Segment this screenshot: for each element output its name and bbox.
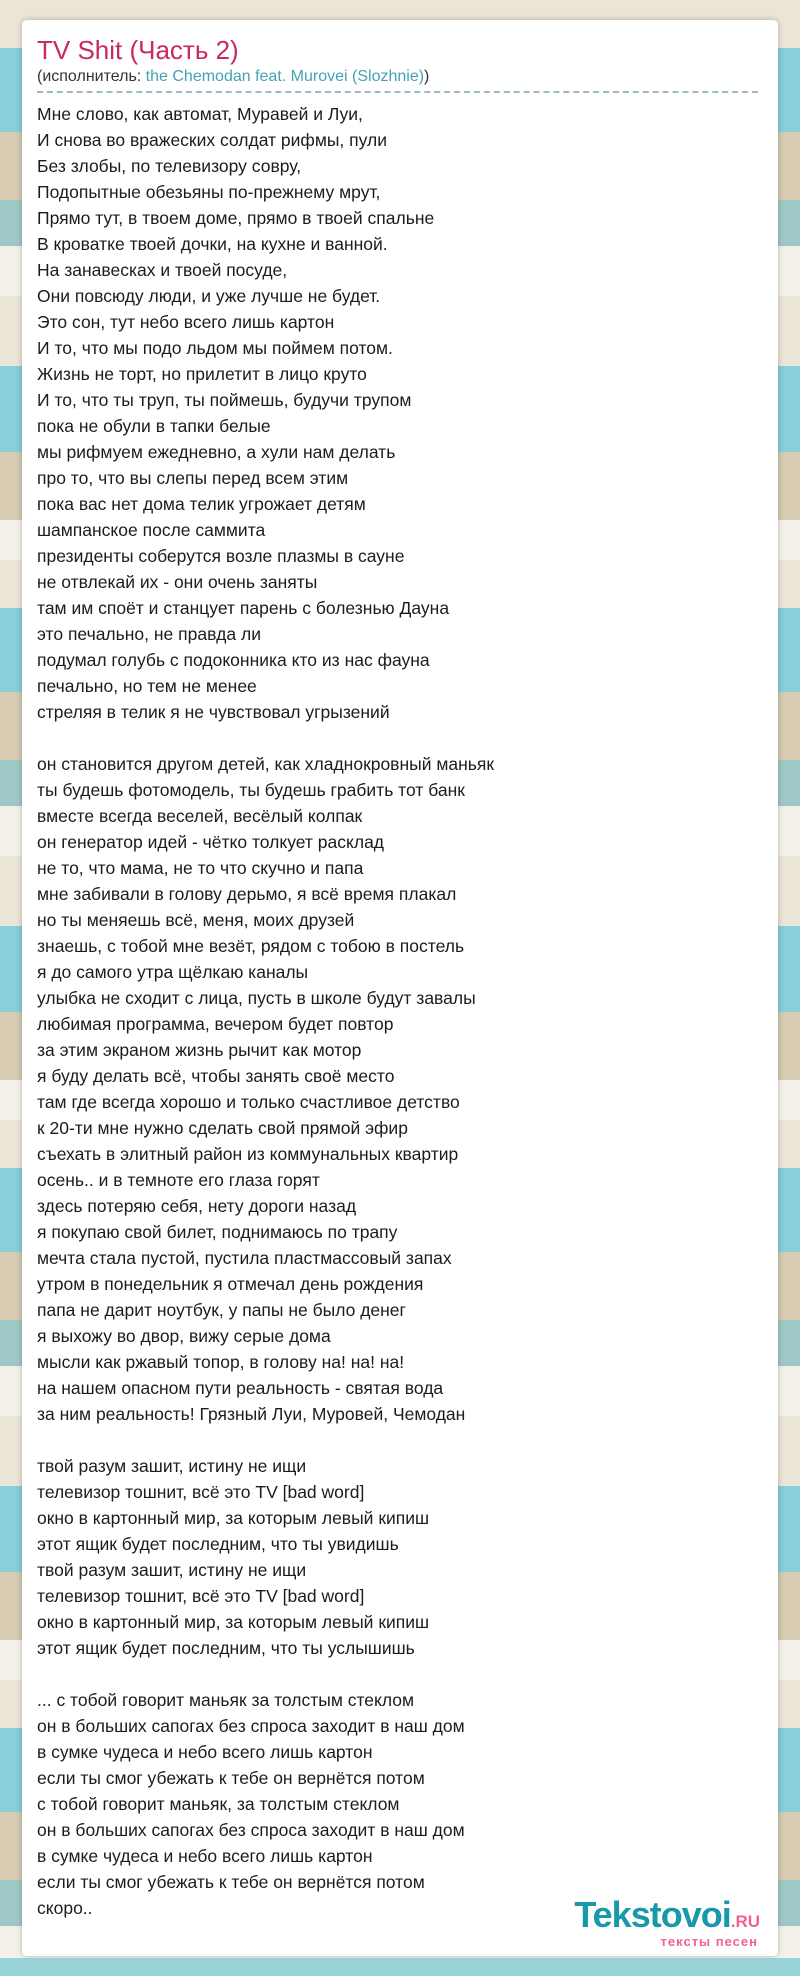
stanza [37,1453,758,1661]
lyric-line: мне забивали в голову дерьмо, я всё время плакал [37,883,457,904]
lyric-line: я до самого утра щёлкаю каналы [37,961,309,982]
lyric-line: к 20-ти мне нужно сделать свой прямой эфир [37,1117,408,1138]
logo-text: Tekstovoi [574,1894,731,1935]
lyric-line: в сумке чудеса и небо всего лишь картон [37,1741,373,1762]
lyric-line: это печально, не правда ли [37,623,261,644]
lyric-line: ... с тобой говорит маньяк за толстым стеклом [37,1689,415,1710]
lyric-line: он становится другом детей, как хладнокровный маньяк [37,753,495,774]
stanza [37,101,758,725]
lyric-line: И то, что мы подо льдом мы поймем потом. [37,337,393,358]
lyric-line: президенты соберутся возле плазмы в сауне [37,545,405,566]
lyric-line: Без злобы, по телевизору совру, [37,155,302,176]
lyric-line: окно в картонный мир, за которым левый кипиш [37,1507,430,1528]
lyric-line: в сумке чудеса и небо всего лишь картон [37,1845,373,1866]
lyric-line: он в больших сапогах без спроса заходит в наш дом [37,1819,465,1840]
lyric-line: любимая программа, вечером будет повтор [37,1013,394,1034]
lyric-line: если ты смог убежать к тебе он вернётся потом [37,1767,425,1788]
lyric-line: там им споёт и станцует парень с болезнью Дауна [37,597,450,618]
artist-link[interactable]: the Chemodan feat. Murovei (Slozhnie) [145,67,425,85]
lyric-line: ты будешь фотомодель, ты будешь грабить тот банк [37,779,465,800]
lyric-line: пока не обули в тапки белые [37,415,271,436]
lyric-line: за ним реальность! Грязный Луи, Муровей, Чемодан [37,1403,466,1424]
page-title: TV Shit (Часть 2) [37,35,239,65]
lyric-line: знаешь, с тобой мне везёт, рядом с тобою в постель [37,935,465,956]
lyric-line: мы рифмуем ежедневно, а хули нам делать [37,441,396,462]
lyric-line: твой разум зашит, истину не ищи [37,1455,307,1476]
lyric-line: твой разум зашит, истину не ищи [37,1559,307,1580]
lyric-line: не отвлекай их - они очень заняты [37,571,318,592]
lyric-line: пока вас нет дома телик угрожает детям [37,493,366,514]
lyric-line: На занавесках и твоей посуде, [37,259,288,280]
lyric-line: скоро.. [37,1897,93,1918]
lyric-line: Мне слово, как автомат, Муравей и Луи, [37,103,363,124]
lyric-line: И то, что ты труп, ты поймешь, будучи трупом [37,389,412,410]
lyric-line: В кроватке твоей дочки, на кухне и ванной. [37,233,388,254]
tekstovoi-logo[interactable] [574,1894,760,1949]
artist-label: (исполнитель: [37,67,146,85]
logo-ru-suffix: .RU [730,1912,760,1931]
lyric-line: он в больших сапогах без спроса заходит в наш дом [37,1715,465,1736]
lyrics [37,101,758,1921]
lyric-line: утром в понедельник я отмечал день рождения [37,1273,424,1294]
lyric-line: я буду делать всё, чтобы занять своё место [37,1065,395,1086]
lyric-line: съехать в элитный район из коммунальных квартир [37,1143,459,1164]
lyric-line: здесь потеряю себя, нету дороги назад [37,1195,357,1216]
logo-tagline: тексты песен [660,1934,758,1949]
lyric-line: И снова во вражеских солдат рифмы, пули [37,129,387,150]
lyric-line: стреляя в телик я не чувствовал угрызений [37,701,390,722]
artist-line [37,68,758,86]
lyric-line: этот ящик будет последним, что ты увидишь [37,1533,399,1554]
lyric-line: я выхожу во двор, вижу серые дома [37,1325,331,1346]
lyric-line: Жизнь не торт, но прилетит в лицо круто [37,363,367,384]
dashed-separator [37,91,758,93]
lyric-line: осень.. и в темноте его глаза горят [37,1169,320,1190]
lyric-line: улыбка не сходит с лица, пусть в школе будут завалы [37,987,476,1008]
lyric-line: телевизор тошнит, всё это TV [bad word] [37,1481,365,1502]
content-card [22,20,778,1956]
lyric-line: я покупаю свой билет, поднимаюсь по трапу [37,1221,398,1242]
lyric-line: за этим экраном жизнь рычит как мотор [37,1039,362,1060]
lyric-line: если ты смог убежать к тебе он вернётся потом [37,1871,425,1892]
lyric-line: Это сон, тут небо всего лишь картон [37,311,335,332]
lyric-line: мысли как ржавый топор, в голову на! на! на! [37,1351,405,1372]
lyric-line: Они повсюду люди, и уже лучше не будет. [37,285,381,306]
lyric-line: мечта стала пустой, пустила пластмассовый запах [37,1247,452,1268]
lyric-line: шампанское после саммита [37,519,266,540]
lyric-line: но ты меняешь всё, меня, моих друзей [37,909,355,930]
lyric-line: печально, но тем не менее [37,675,257,696]
lyric-line: он генератор идей - чётко толкует расклад [37,831,385,852]
artist-suffix: ) [424,67,430,85]
lyric-line: там где всегда хорошо и только счастливое детство [37,1091,460,1112]
lyric-line: вместе всегда веселей, весёлый колпак [37,805,363,826]
lyric-line: телевизор тошнит, всё это TV [bad word] [37,1585,365,1606]
bottom-teal-bar [0,1958,800,1976]
lyric-line: про то, что вы слепы перед всем этим [37,467,349,488]
lyric-line: Подопытные обезьяны по-прежнему мрут, [37,181,381,202]
lyric-line: с тобой говорит маньяк, за толстым стеклом [37,1793,400,1814]
lyric-line: папа не дарит ноутбук, у папы не было денег [37,1299,406,1320]
stanza [37,1687,758,1921]
lyric-line: этот ящик будет последним, что ты услышишь [37,1637,415,1658]
lyric-line: на нашем опасном пути реальность - святая вода [37,1377,444,1398]
lyric-line: Прямо тут, в твоем доме, прямо в твоей спальне [37,207,435,228]
stanza [37,751,758,1427]
lyric-line: подумал голубь с подоконника кто из нас фауна [37,649,430,670]
lyric-line: не то, что мама, не то что скучно и папа [37,857,364,878]
lyric-line: окно в картонный мир, за которым левый кипиш [37,1611,430,1632]
